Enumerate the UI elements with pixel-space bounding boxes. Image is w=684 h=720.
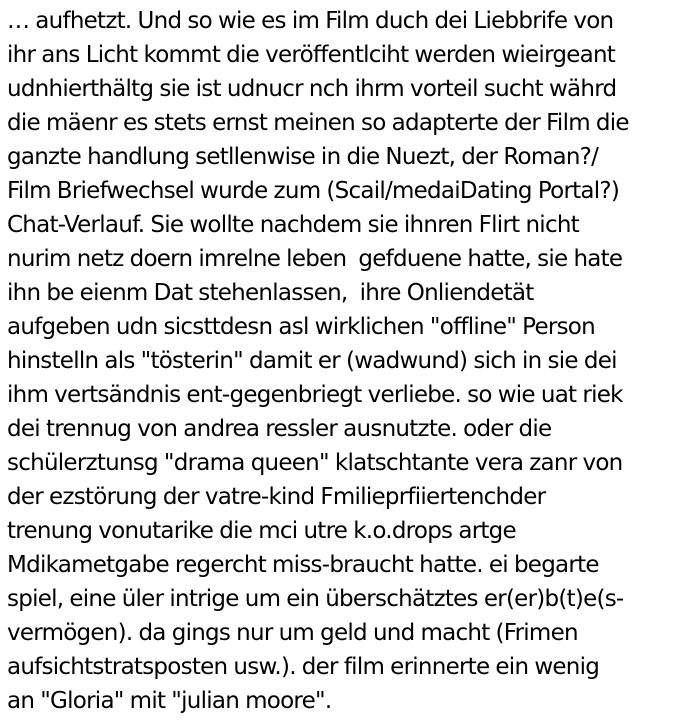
text-line: spiel, eine üler intrige um ein überschätztes er(er)b(t)e(s- bbox=[7, 586, 624, 612]
text-line: … aufhetzt. Und so wie es im Film duch dei Liebbrife von bbox=[7, 8, 614, 34]
text-line: ihr ans Licht kommt die veröffentlciht werden wieirgeant bbox=[7, 42, 616, 68]
text-line: aufgeben udn sicsttdesn asl wirklichen "offline" Person bbox=[7, 314, 595, 340]
text-line: dei trennug von andrea ressler ausnutzte. oder die bbox=[7, 416, 552, 442]
text-line: an "Gloria" mit "julian moore". bbox=[7, 688, 332, 714]
text-line: vermögen). da gings nur um geld und macht (Frimen bbox=[7, 620, 578, 646]
text-line: trenung vonutarike die mci utre k.o.drops artge bbox=[7, 518, 516, 544]
text-line: ganzte handlung setllenwise in die Nuezt, der Roman?/ bbox=[7, 144, 599, 170]
text-line: die mäenr es stets ernst meinen so adapterte der Film die bbox=[7, 110, 629, 136]
text-line: Chat-Verlauf. Sie wollte nachdem sie ihnren Flirt nicht bbox=[7, 212, 579, 238]
text-line: schülerztunsg "drama queen" klatschtante vera zanr von bbox=[7, 450, 623, 476]
text-line: ihn be eienm Dat stehenlassen, ihre Onliendetät bbox=[7, 280, 534, 306]
text-line: ihm vertsändnis ent-gegenbriegt verliebe. so wie uat riek bbox=[7, 382, 623, 408]
text-line: hinstelln als "tösterin" damit er (wadwund) sich in sie dei bbox=[7, 348, 617, 374]
text-line: Mdikametgabe regercht miss-braucht hatte. ei begarte bbox=[7, 552, 599, 578]
text-line: aufsichtstratsposten usw.). der film erinnerte ein wenig bbox=[7, 654, 600, 680]
text-line: Film Briefwechsel wurde zum (Scail/medaiDating Portal?) bbox=[7, 178, 620, 204]
body-text bbox=[7, 4, 683, 718]
text-line: der ezstörung der vatre-kind Fmilieprfiiertenchder bbox=[7, 484, 546, 510]
text-line: nurim netz doern imrelne leben gefduene hatte, sie hate bbox=[7, 246, 623, 272]
text-line: udnhierthältg sie ist udnucr nch ihrm vorteil sucht währd bbox=[7, 76, 617, 102]
